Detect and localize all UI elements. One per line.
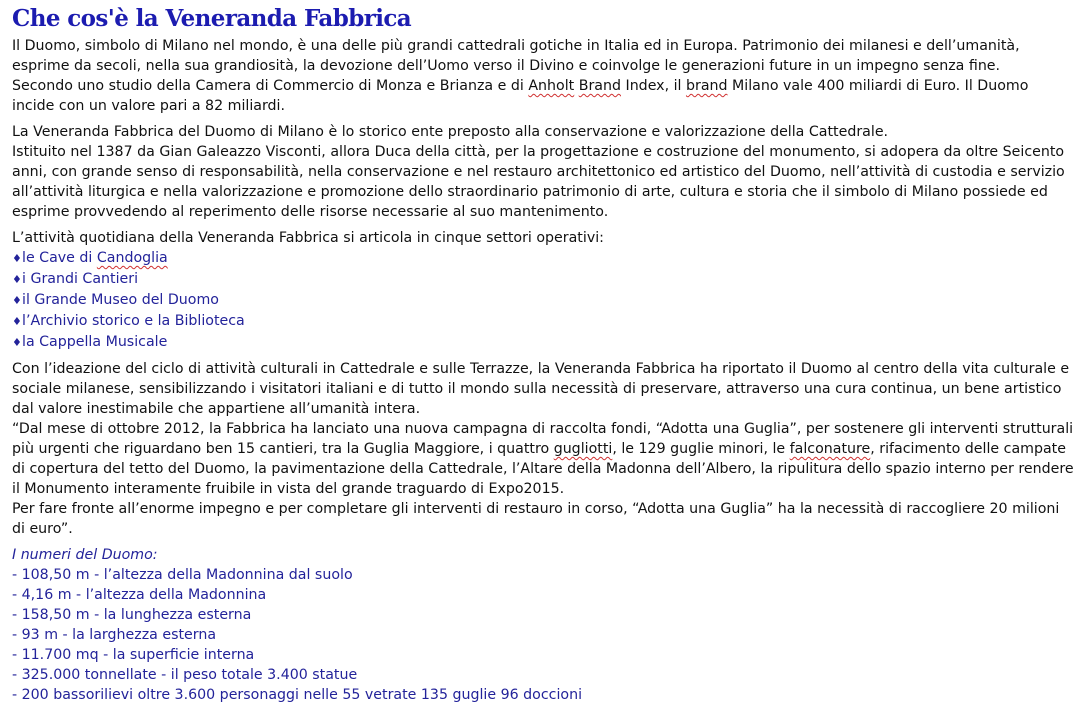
sector-item-cappella — [12, 332, 1074, 353]
numbers-item: - 4,16 m - l’altezza della Madonnina — [12, 587, 267, 603]
intro-text-2c: Index, il — [621, 78, 686, 94]
numbers-title: I numeri del Duomo: — [12, 547, 158, 563]
sector-item-cave — [12, 248, 1074, 269]
sector-label: l’Archivio storico e la Biblioteca — [22, 313, 245, 329]
spellcheck-word-brand: brand — [685, 78, 728, 94]
intro-text-2d: Milano vale 400 miliardi di Euro. Il Duomo incide con un valore pari a 82 miliardi. — [12, 78, 1029, 114]
campaign-paragraph — [12, 359, 1074, 539]
sector-label: i Grandi Cantieri — [22, 271, 139, 287]
diamond-bullet-icon: ♦ — [12, 294, 22, 307]
intro-paragraph — [12, 36, 1074, 116]
intro-text: Il Duomo, simbolo di Milano nel mondo, è una delle più grandi cattedrali gotiche in Italia ed in Europa. Patrimonio dei milanesi e dell’umanità, esprime da secoli, nella sua grandiosità, la devozione dell’Uomo verso il Divino e coinvolge le generazioni future in un impegno senza fine. — [12, 38, 1020, 74]
sector-label: le Cave di — [22, 250, 97, 266]
sector-item-cantieri — [12, 269, 1074, 290]
history-text-2: Istituito nel 1387 da Gian Galeazzo Visconti, allora Duca della città, per la progettazione e costruzione del monumento, si adopera da oltre Seicento anni, con grande senso di responsabilità, nella conservazione e nel restauro architettonico ed artistico del Duomo, nell’attività di custodia e servizio all’attività liturgica e nella valorizzazione e promozione dello straordinario patrimonio di arte, cultura e storia che il simbolo di Milano possiede ed esprime provvedendo al reperimento delle risorse necessarie al suo mantenimento. — [12, 144, 1065, 220]
campaign-text-2a: “Dal mese di ottobre 2012, la Fabbrica ha lanciato una nuova campagna di raccolta fondi, “Adotta una Guglia”, per sostenere gli interventi strutturali più urgenti che riguardano ben 15 cantieri, tra la Guglia Maggiore, i quattro — [12, 421, 1074, 457]
campaign-text-3: Per fare fronte all’enorme impegno e per completare gli interventi di restauro in corso, “Adotta una Guglia” ha la necessità di raccogliere 20 milioni di euro”. — [12, 501, 1060, 537]
history-text-1: La Veneranda Fabbrica del Duomo di Milano è lo storico ente preposto alla conservazione e valorizzazione della Cattedrale. — [12, 124, 889, 140]
numbers-item: - 108,50 m - l’altezza della Madonnina dal suolo — [12, 567, 353, 583]
numbers-item: - 325.000 tonnellate - il peso totale 3.400 statue — [12, 667, 358, 683]
numbers-item: - 200 bassorilievi oltre 3.600 personaggi nelle 55 vetrate 135 guglie 96 doccioni — [12, 687, 583, 703]
sector-label: la Cappella Musicale — [22, 334, 168, 350]
spellcheck-word-anholt: Anholt — [528, 78, 575, 94]
diamond-bullet-icon: ♦ — [12, 336, 22, 349]
sector-item-archivio — [12, 311, 1074, 332]
sectors-list — [12, 248, 1074, 353]
sector-label: il Grande Museo del Duomo — [22, 292, 219, 308]
diamond-bullet-icon: ♦ — [12, 273, 22, 286]
sectors-intro: L’attività quotidiana della Veneranda Fabbrica si articola in cinque settori operativi: — [12, 230, 604, 246]
campaign-text-2c: , rifacimento delle campate di copertura del tetto del Duomo, la pavimentazione della Cattedrale, l’Altare della Madonna dell’Albero, la ripulitura dello spazio interno per rendere il Monumento interamente fruibile in vista del grande traguardo di Expo2015. — [12, 441, 1074, 497]
document-page — [12, 4, 1074, 705]
spellcheck-word-candoglia: Candoglia — [96, 250, 168, 266]
page-title: Che cos'è la Veneranda Fabbrica — [12, 5, 412, 32]
numbers-item: - 93 m - la larghezza esterna — [12, 627, 217, 643]
sector-item-museo — [12, 290, 1074, 311]
numbers-item: - 11.700 mq - la superficie interna — [12, 647, 255, 663]
numbers-list — [12, 565, 1074, 705]
campaign-text-1: Con l’ideazione del ciclo di attività culturali in Cattedrale e sulle Terrazze, la Veneranda Fabbrica ha riportato il Duomo al centro della vita culturale e sociale milanese, sensibilizzando i visitatori italiani e di tutto il mondo sulla necessità di preservare, attraverso una cura continua, un bene artistico dal valore inestimabile che appartiene all’umanità intera. — [12, 361, 1070, 417]
campaign-text-2b: , le 129 guglie minori, le — [612, 441, 790, 457]
diamond-bullet-icon: ♦ — [12, 252, 22, 265]
spellcheck-word-brand-index: Brand — [578, 78, 621, 94]
intro-text-2a: Secondo uno studio della Camera di Commercio di Monza e Brianza e di — [12, 78, 529, 94]
numbers-item: - 158,50 m - la lunghezza esterna — [12, 607, 252, 623]
history-paragraph — [12, 122, 1074, 222]
spellcheck-word-gugliotti: gugliotti — [553, 441, 613, 457]
diamond-bullet-icon: ♦ — [12, 315, 22, 328]
spellcheck-word-falconature: falconature — [789, 441, 871, 457]
